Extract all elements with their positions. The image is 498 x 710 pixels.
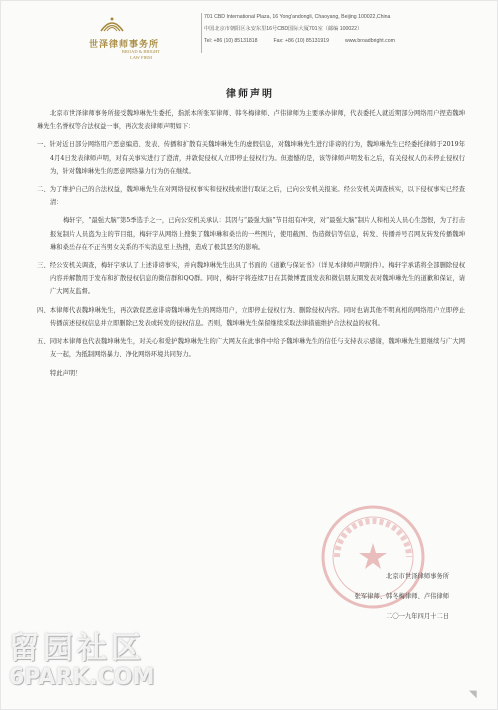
corner-mark-icon: ◥ bbox=[469, 689, 477, 700]
signature-date: 二〇一九年四月十二日 bbox=[386, 613, 449, 620]
signature-block bbox=[279, 567, 449, 627]
item-4: 四、本律师代表魏坤琳先生，再次敦促恶意诽谤魏坤琳先生的网络用户，立即停止侵权行为、删除侵权内容。同时也请其他不明真相的网络用户立即停止传播前述侵权信息并立即删除已发表或转发的侵权信息。否则，魏坤琳先生保留继续采取法律措施维护合法权益的权利。 bbox=[37, 306, 465, 327]
closing-line: 特此声明！ bbox=[50, 370, 82, 378]
firm-name-en bbox=[101, 49, 181, 61]
intro-paragraph: 北京市世泽律师事务所接受魏坤琳先生委托，指派本所张军律师、韩冬梅律师、卢伟律师为主要承办律师，代表委托人就近期部分网络用户捏造魏坤琳先生名誉权等合法权益一事，再次发表律师声明如下： bbox=[37, 110, 465, 131]
fax: Fax: +86 (10) 85131919 bbox=[273, 38, 330, 44]
website-link[interactable]: www.broadbright.com bbox=[345, 38, 395, 44]
address-en: 701 CBD International Plaza, 16 Yong'andongli, Chaoyang, Beijing 100022,China bbox=[204, 14, 391, 20]
item-3: 三、经公安机关调查，梅轩宇承认了上述诽谤事实，并向魏坤琳先生出具了书面的《道歉与保证书》（详见本律师声明附件）。梅轩宇承诺将全部删除侵权内容并解散用于发布和扩散侵权信息的微信群和QQ群。同时，梅轩宇将连续7日在其微博置顶发表和微信朋友圈发表对魏坤琳先生的道歉和保证，请广大网友监督。 bbox=[37, 262, 465, 296]
letterhead bbox=[1, 1, 498, 79]
statement-body bbox=[37, 107, 465, 386]
watermark-cn: 留园社区 bbox=[9, 631, 145, 666]
item-2: 二、为了维护自己的合法权益，魏坤琳先生在对网络侵权事实和侵权线索进行取证之后，已向公安机关报案。经公安机关调查核实，以下侵权事实已经查清： bbox=[37, 186, 465, 207]
watermark-en: 6PARK.COM bbox=[9, 665, 155, 690]
item-5: 五、同时本律师也代表魏坤琳先生，对关心和爱护魏坤琳先生的广大网友在此事件中给予魏坤琳先生的信任与支持表示感谢，魏坤琳先生愿继续与广大网友一起，为抵制网络暴力、净化网络环境共同努力。 bbox=[37, 338, 465, 359]
firm-contact-block bbox=[204, 11, 494, 47]
letterhead-divider bbox=[201, 13, 202, 53]
firm-name-en-line1: BROAD & BRIGHT bbox=[121, 49, 161, 54]
document-title: 律师声明 bbox=[226, 89, 274, 100]
signature-lawyers: 张军律师、韩冬梅律师、卢伟律师 bbox=[354, 593, 449, 600]
tel: Tel: +86 (10) 85131818 bbox=[204, 38, 258, 44]
signature-firm: 北京市世泽律师事务所 bbox=[386, 573, 449, 580]
address-cn: 中国北京市朝阳区永安东里16号CBD国际大厦701室（邮编 100022） bbox=[204, 26, 363, 32]
item-1: 一、针对近日部分网络用户恶意编造、发表、传播和扩散有关魏坤琳先生的虚假信息，对魏坤琳先生进行诽谤的行为，魏坤琳先生已经委托律师于2019年4月4日发表律师声明，对有关事实进行了澄清，并敦促侵权人立即停止侵权行为。但遗憾的是，该等律师声明发布之后，有关侵权人仍未停止侵权行为，针对魏坤琳先生的恶意网络暴力行为仍在继续。 bbox=[37, 141, 465, 175]
item-2-detail: 梅轩宇，“最强大脑”第5季选手之一，已向公安机关承认：其因与“最强大脑”节目组有冲突，对“最强大脑”制片人和相关人员心生怨恨，为了打击报复制片人员盗为主的节目组，梅轩宇从网络上搜集了魏坤琳和桑岳的一些图片，使用截图、伪造微信等信息，转发、传播并号召网友转发传播魏坤琳和桑岳存在不正当男女关系的不实消息至上热搜，造成了极其恶劣的影响。 bbox=[50, 217, 465, 251]
firm-logo bbox=[99, 13, 125, 35]
firm-name-en-line2: LAW FIRM bbox=[130, 55, 152, 60]
firm-name-cn: 世泽律师事务所 bbox=[89, 40, 160, 50]
contact-line bbox=[204, 35, 494, 47]
